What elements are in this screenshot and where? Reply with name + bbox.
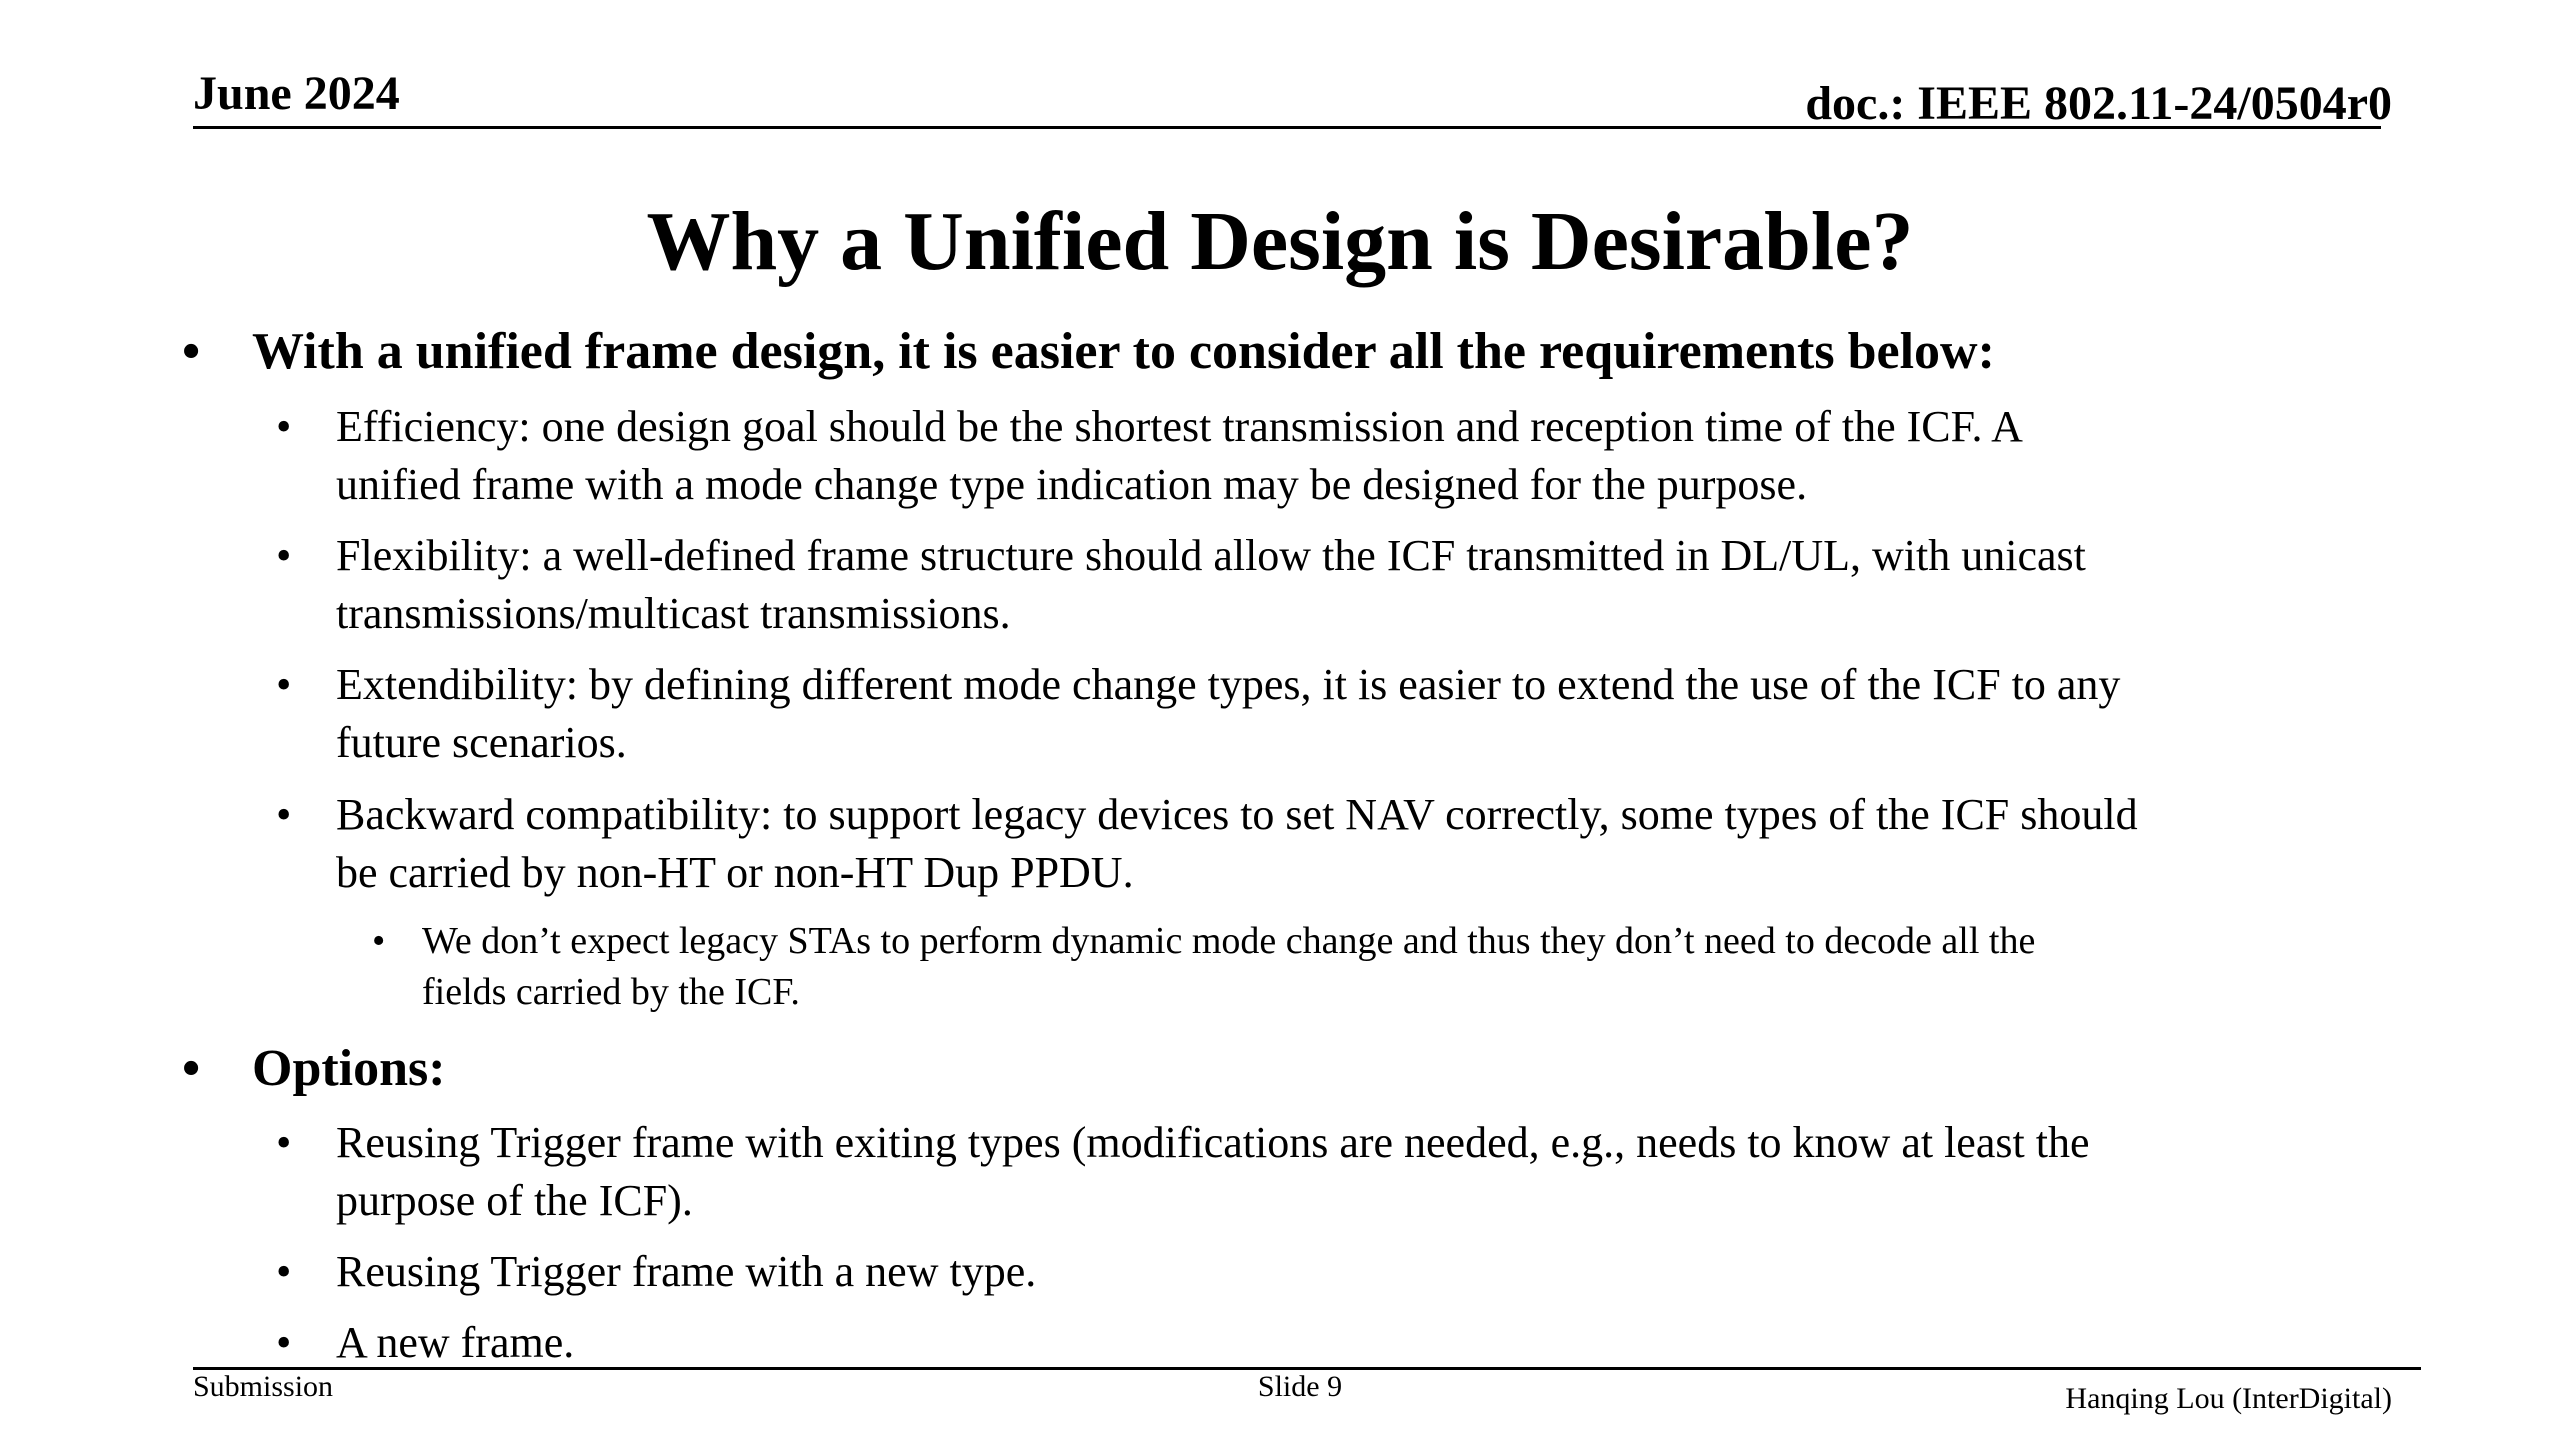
bullet-efficiency-line1: Efficiency: one design goal should be the shortest transmission and reception time of the ICF. A [336,402,2023,451]
bullet-extendibility-line2: future scenarios. [336,718,627,767]
footer-slide-number: Slide 9 [1257,1370,1343,1403]
bullet-option-existing-types-line1: Reusing Trigger frame with exiting types (modifications are needed, e.g., needs to know at least the [336,1118,2090,1167]
footer-author: Hanqing Lou (InterDigital) [2065,1382,2392,1415]
bullet-marker: • [182,1040,201,1097]
footer-submission: Submission [193,1370,334,1403]
bullet-option-new-frame: A new frame. [336,1318,575,1367]
bullet-extendibility-line1: Extendibility: by defining different mode change types, it is easier to extend the use of the ICF to any [336,660,2121,709]
bullet-backward-compat-line2: be carried by non-HT or non-HT Dup PPDU. [336,848,1134,897]
bullet-marker: • [276,531,292,580]
bullet-marker: • [276,402,292,451]
header-doc-id: doc.: IEEE 802.11-24/0504r0 [1805,77,2392,130]
bullet-marker: • [276,660,292,709]
bullet-marker: • [276,790,292,839]
bullet-option-existing-types-line2: purpose of the ICF). [336,1176,693,1225]
bullet-legacy-stas-line2: fields carried by the ICF. [422,971,800,1013]
slide-title: Why a Unified Design is Desirable? [646,195,1914,288]
bullet-option-new-type: Reusing Trigger frame with a new type. [336,1247,1037,1296]
bullet-marker: • [182,323,201,380]
bullet-flexibility-line2: transmissions/multicast transmissions. [336,589,1011,638]
bullet-marker: • [276,1118,292,1167]
bullet-flexibility-line1: Flexibility: a well-defined frame structure should allow the ICF transmitted in DL/UL, with unicast [336,531,2086,580]
bullet-backward-compat-line1: Backward compatibility: to support legacy devices to set NAV correctly, some types of the ICF should [336,790,2138,839]
bullet-marker: • [276,1318,292,1367]
bullet-options: Options: [252,1040,446,1097]
bullet-marker: • [276,1247,292,1296]
bullet-efficiency-line2: unified frame with a mode change type indication may be designed for the purpose. [336,460,1808,509]
bullet-marker: • [372,920,386,962]
bullet-requirements: With a unified frame design, it is easier to consider all the requirements below: [252,323,1995,380]
bullet-legacy-stas-line1: We don’t expect legacy STAs to perform dynamic mode change and thus they don’t need to decode all the [422,920,2036,962]
header-date: June 2024 [193,67,400,120]
